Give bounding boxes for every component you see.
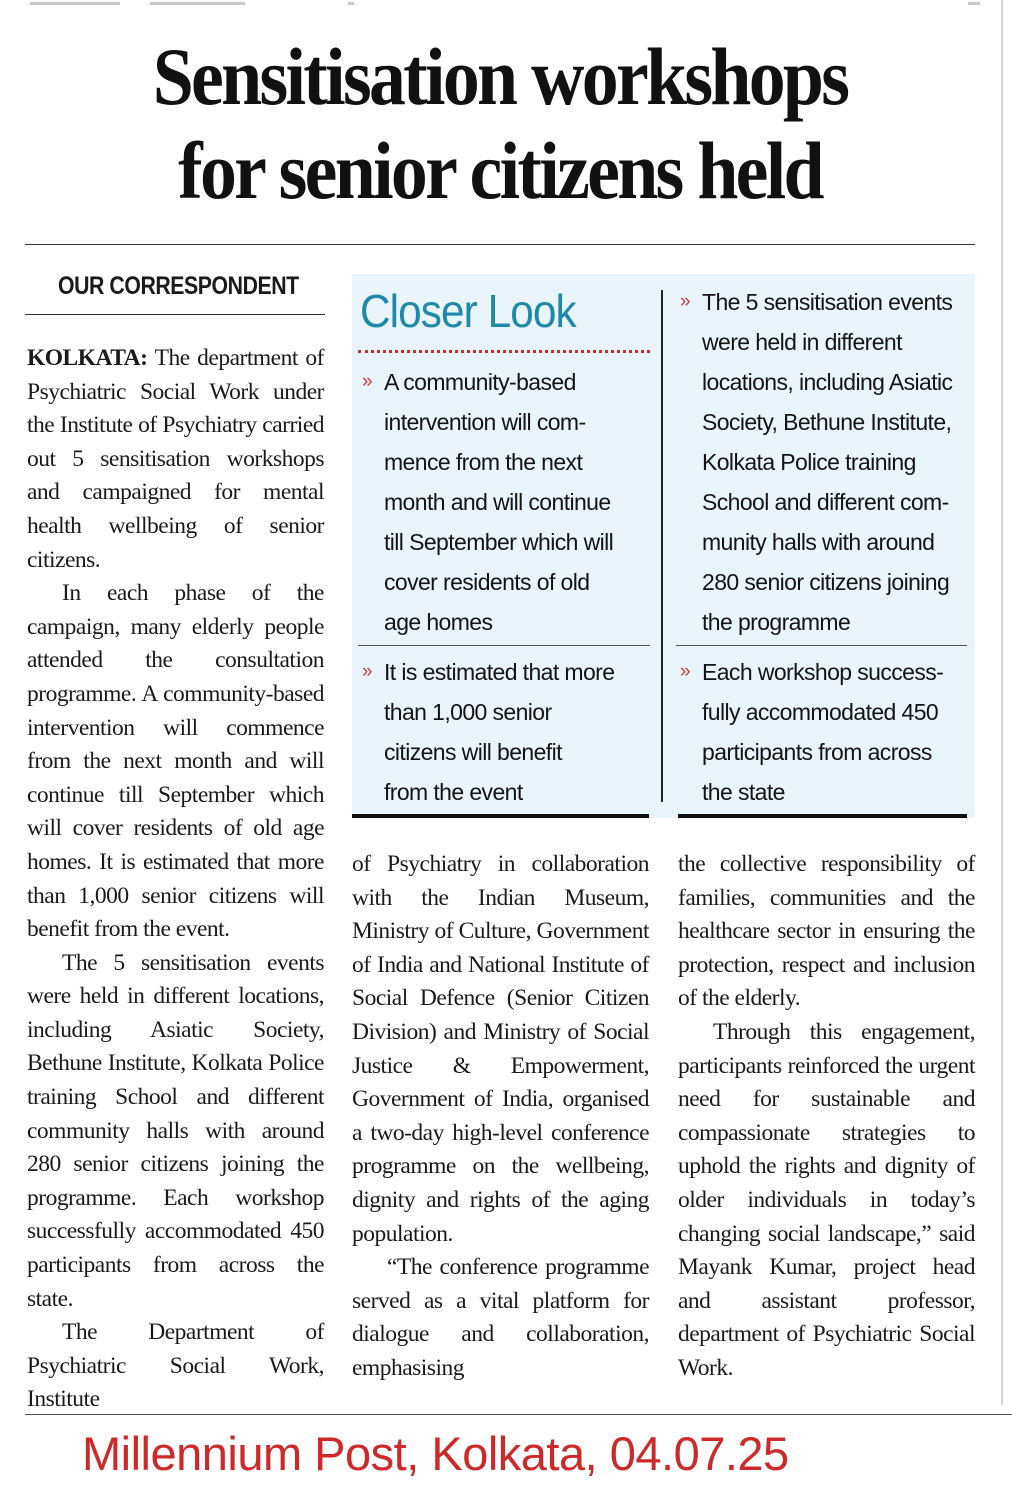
bullet-line: till September which will [384,529,614,555]
bullet-marker-icon: » [362,661,372,682]
bullet-line: munity halls with around [702,529,935,555]
bullet-marker-icon: » [362,371,372,392]
bullet-line: 280 senior citizens joining [702,569,950,595]
bullet-line: age homes [384,609,493,635]
bullet-line: fully accommodated 450 [702,699,939,725]
headline-line-1: Sensitisation workshops [152,31,848,122]
dateline: KOLKATA: [27,345,148,371]
top-strip [0,0,1012,12]
closer-look-bullet [680,652,944,812]
paragraph: In each phase of the campaign, many elderly people attended the consultation programme. A community-based intervention will commence from the next month and will continue till September which will cover residents of old age homes. It is estimated that more than 1,000 senior citizens will benefit from the event. [27,580,324,943]
page-edge-rule [1001,0,1003,1405]
bullet-line: A community-based [384,369,576,395]
closer-look-bullet [680,282,953,642]
bullet-line: The 5 sensitisation events [702,289,953,315]
bullet-line: Society, Bethune Institute, [702,409,952,435]
bullet-line: Each workshop success- [702,659,944,685]
bullet-line: were held in different [702,329,902,355]
bullet-line: mence from the next [384,449,583,475]
paragraph: of Psychiatry in collaboration with the Indian Museum, Ministry of Culture, Government of India and National Institute of Social Defence (Senior Citizen Division) and Ministry of Social Justice & Empowerment, Government of India, organised a two-day high-level conference programme on the wellbeing, dignity and rights of the aging population. [352,851,649,1247]
bullet-marker-icon: » [680,291,690,312]
article-column-3 [678,848,975,1386]
bullet-line: cover residents of old [384,569,590,595]
footer-rule [25,1414,1012,1415]
source-caption: Millennium Post, Kolkata, 04.07.25 [82,1427,789,1480]
bullet-marker-icon: » [680,661,690,682]
byline: OUR CORRESPONDENT [58,272,299,300]
closer-look-bullet [362,362,614,642]
paragraph-text: The department of Psychiatric Social Work under the Institute of Psychiatry carried out 5 sensitisation workshops and campaigned for mental health wellbeing of senior citizens. [27,345,324,573]
headline-line-2: for senior citizens held [178,125,822,216]
bullet-divider [358,645,650,646]
article-column-1 [27,342,324,1417]
bullet-line: from the event [384,779,523,805]
bullet-line: Kolkata Police training [702,449,916,475]
closer-look-title: Closer Look [360,285,576,337]
bullet-line: citizens will benefit [384,739,562,765]
closer-look-bullet [362,652,615,812]
bullet-divider [676,645,967,646]
headline [86,30,914,218]
bullet-line: the state [702,779,785,805]
paragraph: The 5 sensitisation events were held in different locations, including Asiatic Society, Bethune Institute, Kolkata Police training School and different community halls with around 280 senior citizens joining the programme. Each workshop successfully accommodated 450 participants from across the state. [27,949,324,1312]
closer-look-bottom-rule [678,814,967,818]
closer-look-column-divider [661,290,663,802]
byline-rule [25,314,325,315]
article-column-2 [352,848,649,1386]
paragraph: the collective responsibility of families, communities and the healthcare sector in ensuring the protection, respect and inclusion of the elderly. [678,851,975,1012]
bullet-line: School and different com- [702,489,949,515]
closer-look-dotted-rule [358,350,650,353]
bullet-line: than 1,000 senior [384,699,552,725]
paragraph: Through this engagement, participants reinforced the urgent need for sustainable and compassionate strategies to uphold the rights and dignity of older individuals in today’s changing social landscape,” said Mayank Kumar, project head and assistant professor, department of Psychiatric Social Work. [678,1018,975,1381]
bullet-line: locations, including Asiatic [702,369,953,395]
headline-rule [25,244,975,245]
bullet-line: It is estimated that more [384,659,615,685]
bullet-line: the programme [702,609,851,635]
bullet-line: month and will continue [384,489,611,515]
closer-look-bottom-rule [352,814,649,818]
paragraph: The Department of Psychiatric Social Work, Institute [27,1319,324,1413]
paragraph [27,342,324,577]
bullet-line: intervention will com- [384,409,586,435]
bullet-line: participants from across [702,739,932,765]
paragraph: “The conference programme served as a vital platform for dialogue and collaboration, emphasising [352,1254,649,1381]
